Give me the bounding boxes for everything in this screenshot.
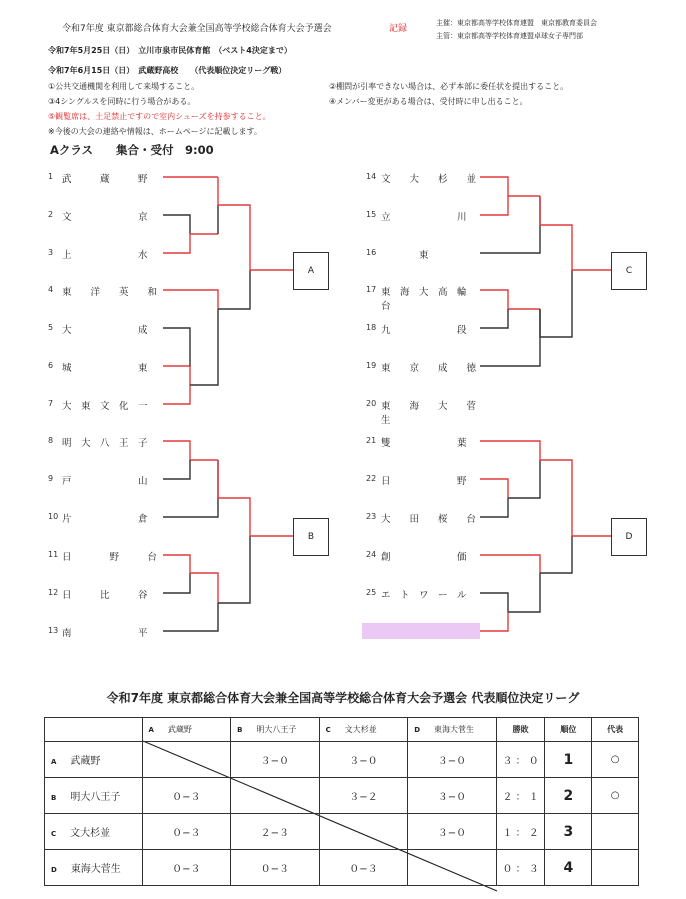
winloss-cell: ２ ： １ <box>496 778 545 814</box>
league-row-c <box>45 814 639 850</box>
row-team-b: B 明大八王子 <box>45 778 143 814</box>
team-name: 大 東 文 化 一 <box>62 401 148 412</box>
team-number: 2 <box>48 210 54 219</box>
col-head-d: D 東海大菅生 <box>408 718 497 742</box>
manager-line: 主管：東京都高等学校体育連盟卓球女子専門部 <box>436 32 583 40</box>
team-name: 文 京 <box>62 212 148 223</box>
league-title: 令和7年度 東京都総合体育大会兼全国高等学校総合体育大会予選会 代表順位決定リーグ <box>106 691 580 705</box>
note-4: ④メンバー変更がある場合は、受付時に申し出ること。 <box>329 97 528 106</box>
score-cell: ０−３ <box>231 850 320 886</box>
league-header-row <box>45 718 639 742</box>
score-cell: ０−３ <box>142 850 231 886</box>
score-cell: ０−３ <box>319 850 408 886</box>
score-cell: ３−０ <box>408 742 497 778</box>
team-name: 日 野 <box>381 476 467 487</box>
team-number: 9 <box>48 474 54 483</box>
score-cell: ３−０ <box>408 814 497 850</box>
winloss-cell: ０ ： ３ <box>496 850 545 886</box>
score-cell: ３−０ <box>319 742 408 778</box>
team-number: 15 <box>366 210 377 219</box>
date-line-1: 令和7年5月25日（日） 立川市泉市民体育館 （ベスト4決定まで） <box>48 46 292 55</box>
rep-cell <box>592 850 639 886</box>
col-head-b: B 明大八王子 <box>231 718 320 742</box>
team-name: 日 比 谷 <box>62 590 148 601</box>
team-number: 10 <box>48 512 59 521</box>
note-6: ※今後の大会の連絡や情報は、ホームページに記載します。 <box>48 127 262 136</box>
team-name: 東 海 大 菅 生 <box>381 401 496 426</box>
team-name: 文 大 杉 並 <box>381 174 477 185</box>
score-cell <box>408 850 497 886</box>
team-name: 片 倉 <box>62 514 148 525</box>
group-box-d: D <box>611 518 647 556</box>
rank-cell: 3 <box>545 814 592 850</box>
corner-cell <box>45 718 143 742</box>
team-name: 東 <box>381 250 467 261</box>
team-number: 24 <box>366 550 377 559</box>
team-name: 城 東 <box>62 363 148 374</box>
score-cell: ３−２ <box>319 778 408 814</box>
team-number: 5 <box>48 323 54 332</box>
team-name: 東 洋 英 和 <box>62 287 158 298</box>
date-line-2: 令和7年6月15日（日） 武蔵野高校 （代表順位決定リーグ戦） <box>48 66 287 75</box>
team-name: 明 大 八 王 子 <box>62 438 148 449</box>
team-number: 3 <box>48 248 54 257</box>
team-number: 21 <box>366 436 377 445</box>
note-5: ⑤観覧席は、土足禁止ですので室内シューズを持参すること。 <box>48 112 271 121</box>
team-name: 九 段 <box>381 325 467 336</box>
note-3: ③4シングルスを同時に行う場合がある。 <box>48 97 196 106</box>
team-number: 20 <box>366 399 377 408</box>
rep-cell: ○ <box>592 742 639 778</box>
team-number: 23 <box>366 512 377 521</box>
team-name: 立 川 <box>381 212 467 223</box>
rank-cell: 2 <box>545 778 592 814</box>
row-team-d: D 東海大菅生 <box>45 850 143 886</box>
rank-cell: 4 <box>545 850 592 886</box>
score-cell: ０−３ <box>142 778 231 814</box>
team-number: 11 <box>48 550 59 559</box>
team-name: 南 平 <box>62 628 148 639</box>
team-number: 8 <box>48 436 54 445</box>
team-number: 17 <box>366 285 377 294</box>
record-label: 記録 <box>389 24 408 34</box>
col-head-a: A 武蔵野 <box>142 718 231 742</box>
team-name: 大 田 桜 台 <box>381 514 477 525</box>
class-line: Aクラス 集合・受付 9:00 <box>50 143 214 157</box>
tournament-title: 令和7年度 東京都総合体育大会兼全国高等学校総合体育大会予選会 <box>62 24 332 34</box>
team-number: 4 <box>48 285 54 294</box>
group-box-b: B <box>293 518 329 556</box>
organizer-line: 主催：東京都高等学校体育連盟 東京都教育委員会 <box>436 19 597 27</box>
team-number: 14 <box>366 172 377 181</box>
score-cell: ２−３ <box>231 814 320 850</box>
score-cell <box>319 814 408 850</box>
league-table <box>44 717 639 886</box>
team-number: 25 <box>366 588 377 597</box>
league-row-b <box>45 778 639 814</box>
team-name: 武 蔵 野 <box>62 174 148 185</box>
group-box-a: A <box>293 252 329 290</box>
col-head-winloss: 勝敗 <box>496 718 545 742</box>
rep-cell <box>592 814 639 850</box>
score-cell: ３−０ <box>231 742 320 778</box>
team-name: 東 京 成 徳 <box>381 363 477 374</box>
rep-cell: ○ <box>592 778 639 814</box>
winloss-cell: ３ ： ０ <box>496 742 545 778</box>
score-cell <box>231 778 320 814</box>
team-name: 創 価 <box>381 552 467 563</box>
team-name: 上 水 <box>62 250 148 261</box>
note-1: ①公共交通機関を利用して来場すること。 <box>48 82 200 91</box>
team-number: 19 <box>366 361 377 370</box>
score-cell: ３−０ <box>408 778 497 814</box>
team-number: 16 <box>366 248 377 257</box>
group-box-c: C <box>611 252 647 290</box>
score-cell: ０−３ <box>142 814 231 850</box>
team-number: 1 <box>48 172 54 181</box>
team-number: 22 <box>366 474 377 483</box>
team-number: 7 <box>48 399 54 408</box>
row-team-c: C 文大杉並 <box>45 814 143 850</box>
team-name: エ ト ワ ー ル <box>381 590 467 601</box>
col-head-c: C 文大杉並 <box>319 718 408 742</box>
row-team-a: A 武蔵野 <box>45 742 143 778</box>
team-name: 雙 葉 <box>381 438 467 449</box>
col-head-rep: 代表 <box>592 718 639 742</box>
team-name: 日 野 台 <box>62 552 158 563</box>
team-name: 東 海 大 高 輪 台 <box>381 287 477 312</box>
team-number: 12 <box>48 588 59 597</box>
team-name: 戸 山 <box>62 476 148 487</box>
rank-cell: 1 <box>545 742 592 778</box>
league-row-d <box>45 850 639 886</box>
winloss-cell: １ ： ２ <box>496 814 545 850</box>
team-number: 6 <box>48 361 54 370</box>
team-number: 18 <box>366 323 377 332</box>
score-cell <box>142 742 231 778</box>
team-number: 13 <box>48 626 59 635</box>
league-row-a <box>45 742 639 778</box>
col-head-rank: 順位 <box>545 718 592 742</box>
note-2: ②棚問が引率できない場合は、必ず本部に委任状を提出すること。 <box>329 82 569 91</box>
team-name: 大 成 <box>62 325 148 336</box>
